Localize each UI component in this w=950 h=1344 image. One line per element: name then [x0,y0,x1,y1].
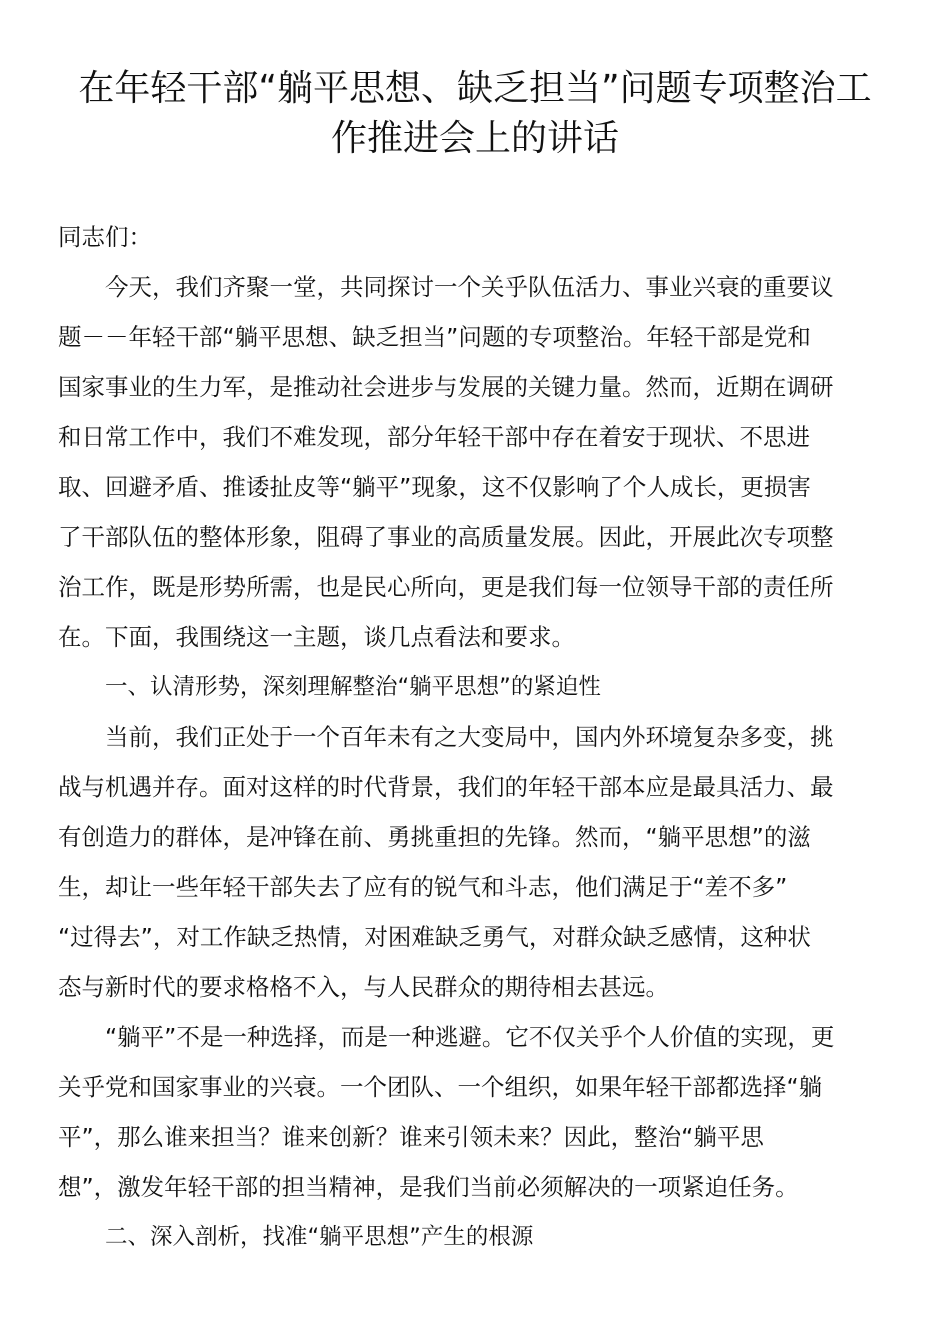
section-heading: 一、认清形势，深刻理解整治“躺平思想”的紧迫性 [105,674,601,700]
text-line: 取、回避矛盾、推诿扯皮等“躺平”现象，这不仅影响了个人成长，更损害 [58,473,811,501]
text-line: 有创造力的群体，是冲锋在前、勇挑重担的先锋。然而，“躺平思想”的滋 [58,823,811,851]
text-line: 同志们： [58,223,152,251]
text-line: 平”，那么谁来担当？谁来创新？谁来引领未来？因此，整治“躺平思 [58,1123,764,1151]
text-line: 态与新时代的要求格格不入，与人民群众的期待相去甚远。 [58,973,669,1001]
text-line: 和日常工作中，我们不难发现，部分年轻干部中存在着安于现状、不思进 [58,423,810,451]
text-line: 治工作，既是形势所需，也是民心所向，更是我们每一位领导干部的责任所 [58,573,834,601]
text-line: 了干部队伍的整体形象，阻碍了事业的高质量发展。因此，开展此次专项整 [58,523,834,551]
text-line: 生，却让一些年轻干部失去了应有的锐气和斗志，他们满足于“差不多” [58,873,788,901]
text-line: 题－－年轻干部“躺平思想、缺乏担当”问题的专项整治。年轻干部是党和 [58,323,811,351]
text-line: 在。下面，我围绕这一主题，谈几点看法和要求。 [58,623,575,651]
section-heading: 二、深入剖析，找准“躺平思想”产生的根源 [105,1224,534,1250]
text-line: 今天，我们齐聚一堂，共同探讨一个关乎队伍活力、事业兴衰的重要议 [105,273,834,301]
text-line: 当前，我们正处于一个百年未有之大变局中，国内外环境复杂多变，挑 [105,723,834,751]
text-line: 想”，激发年轻干部的担当精神，是我们当前必须解决的一项紧迫任务。 [58,1173,799,1201]
text-line: 国家事业的生力军，是推动社会进步与发展的关键力量。然而，近期在调研 [58,373,834,401]
text-line: 关乎党和国家事业的兴衰。一个团队、一个组织，如果年轻干部都选择“躺 [58,1073,823,1101]
text-line: 战与机遇并存。面对这样的时代背景，我们的年轻干部本应是最具活力、最 [58,773,834,801]
title-line-2: 作推进会上的讲话 [330,118,619,159]
title-line-1: 在年轻干部“躺平思想、缺乏担当”问题专项整治工 [78,68,872,109]
text-line: “躺平”不是一种选择，而是一种逃避。它不仅关乎个人价值的实现，更 [105,1023,835,1051]
page-title [55,64,895,164]
text-line: “过得去”，对工作缺乏热情，对困难缺乏勇气，对群众缺乏感情，这种状 [58,923,811,951]
document-body [58,212,893,1262]
